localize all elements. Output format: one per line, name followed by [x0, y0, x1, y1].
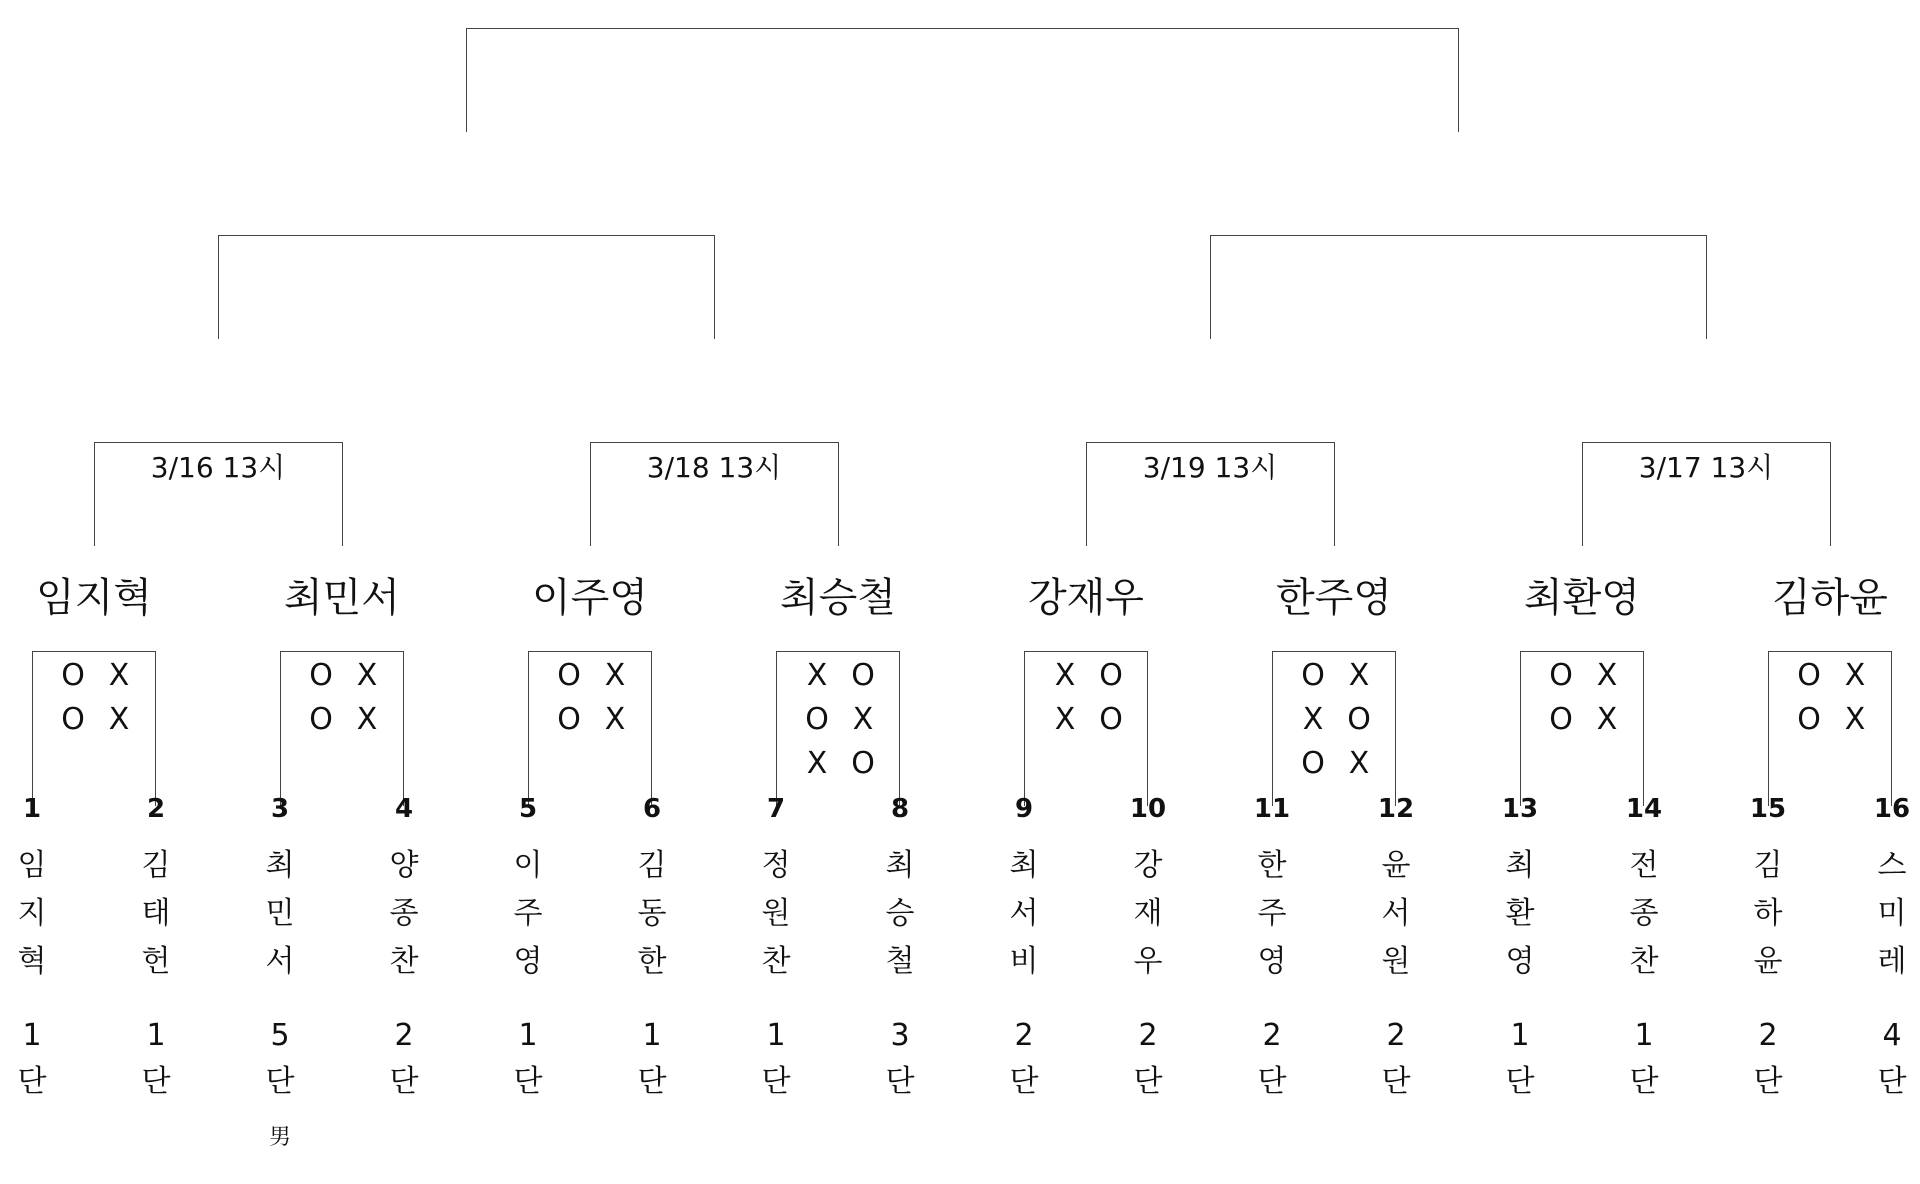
player-note: 男	[268, 1125, 291, 1150]
player-name-char: 지	[17, 896, 47, 931]
score-row	[33, 654, 157, 698]
player-name-char: 김	[637, 848, 667, 883]
player-name-char: 헌	[141, 944, 171, 979]
seed-number: 8	[890, 794, 910, 824]
score-box	[32, 651, 156, 806]
player-rank-char: 단	[885, 1064, 915, 1099]
score-mark: O	[61, 658, 85, 693]
player-name-char: 영	[1505, 944, 1535, 979]
seed-number: 5	[518, 794, 538, 824]
score-mark: X	[1348, 746, 1370, 781]
score-mark: X	[1596, 658, 1618, 693]
seed-number: 6	[642, 794, 662, 824]
score-mark: O	[1797, 702, 1821, 737]
seed-number: 12	[1377, 794, 1415, 824]
player-rank-char: 단	[1009, 1064, 1039, 1099]
score-row	[1273, 654, 1397, 698]
player-name-char: 동	[637, 896, 667, 931]
seed-number: 1	[22, 794, 42, 824]
player-name-char: 한	[637, 944, 667, 979]
player-rank-char: 단	[1505, 1064, 1535, 1099]
match-date: 3/16 13시	[150, 451, 286, 484]
player-name-char: 김	[141, 848, 171, 883]
player-name-char: 찬	[389, 944, 419, 979]
score-box	[1272, 651, 1396, 806]
winner-name: 한주영	[1276, 575, 1392, 621]
player-name-char: 이	[513, 848, 543, 883]
match-date: 3/19 13시	[1142, 451, 1278, 484]
score-row	[1521, 654, 1645, 698]
score-row	[1769, 654, 1893, 698]
player-name-char: 양	[389, 848, 419, 883]
player-rank-char: 1	[1510, 1018, 1530, 1053]
player-name-char: 윤	[1753, 944, 1783, 979]
score-mark: X	[356, 702, 378, 737]
winner-name: 임지혁	[36, 575, 152, 621]
score-mark: X	[1844, 658, 1866, 693]
score-row	[1025, 698, 1149, 742]
score-box	[1520, 651, 1644, 806]
player-rank-char: 2	[1386, 1018, 1406, 1053]
player-name-char: 한	[1257, 848, 1287, 883]
score-mark: X	[604, 658, 626, 693]
player-name-char: 하	[1753, 896, 1783, 931]
player-name-char: 정	[761, 848, 791, 883]
player-rank-char: 1	[22, 1018, 42, 1053]
score-mark: O	[851, 746, 875, 781]
score-box	[1024, 651, 1148, 806]
score-mark: X	[806, 658, 828, 693]
score-mark: X	[852, 702, 874, 737]
score-mark: X	[1596, 702, 1618, 737]
seed-number: 14	[1625, 794, 1663, 824]
player-name-char: 우	[1133, 944, 1163, 979]
score-box	[776, 651, 900, 806]
player-name-char: 강	[1133, 848, 1163, 883]
score-mark: X	[604, 702, 626, 737]
score-mark: O	[1549, 702, 1573, 737]
score-mark: O	[1099, 658, 1123, 693]
winner-name: 최민서	[284, 575, 400, 621]
score-row	[33, 698, 157, 742]
score-mark: O	[1099, 702, 1123, 737]
score-row	[1025, 654, 1149, 698]
seed-number: 11	[1253, 794, 1291, 824]
score-mark: O	[309, 702, 333, 737]
seed-number: 10	[1129, 794, 1167, 824]
player-name-char: 스	[1877, 848, 1907, 883]
player-rank-char: 2	[1014, 1018, 1034, 1053]
score-mark: X	[108, 702, 130, 737]
score-mark: O	[61, 702, 85, 737]
player-rank-char: 단	[513, 1064, 543, 1099]
player-rank-char: 2	[1758, 1018, 1778, 1053]
player-rank-char: 1	[642, 1018, 662, 1053]
player-rank-char: 2	[1262, 1018, 1282, 1053]
player-name-char: 영	[513, 944, 543, 979]
score-row	[529, 654, 653, 698]
score-mark: O	[1797, 658, 1821, 693]
score-mark: O	[557, 702, 581, 737]
player-name-char: 종	[389, 896, 419, 931]
player-name-char: 서	[265, 944, 295, 979]
score-mark: X	[1348, 658, 1370, 693]
score-box	[528, 651, 652, 806]
player-name-char: 민	[265, 896, 295, 931]
score-row	[529, 698, 653, 742]
score-mark: X	[108, 658, 130, 693]
score-row	[777, 654, 901, 698]
player-name-char: 찬	[1629, 944, 1659, 979]
player-rank-char: 단	[1629, 1064, 1659, 1099]
player-rank-char: 2	[394, 1018, 414, 1053]
match-date: 3/18 13시	[646, 451, 782, 484]
player-name-char: 최	[265, 848, 295, 883]
player-name-char: 레	[1877, 944, 1907, 979]
score-row	[777, 742, 901, 786]
score-row	[1769, 698, 1893, 742]
seed-number: 9	[1014, 794, 1034, 824]
score-row	[1273, 742, 1397, 786]
player-name-char: 주	[1257, 896, 1287, 931]
player-name-char: 재	[1133, 896, 1163, 931]
player-name-char: 미	[1877, 896, 1907, 931]
winner-name: 강재우	[1028, 575, 1144, 621]
player-name-char: 서	[1009, 896, 1039, 931]
score-mark: O	[805, 702, 829, 737]
player-name-char: 최	[1009, 848, 1039, 883]
player-name-char: 혁	[17, 944, 47, 979]
player-rank-char: 단	[637, 1064, 667, 1099]
score-row	[281, 698, 405, 742]
score-mark: X	[1054, 702, 1076, 737]
player-rank-char: 단	[1133, 1064, 1163, 1099]
player-rank-char: 단	[761, 1064, 791, 1099]
player-name-char: 윤	[1381, 848, 1411, 883]
player-name-char: 주	[513, 896, 543, 931]
seed-number: 13	[1501, 794, 1539, 824]
player-rank-char: 2	[1138, 1018, 1158, 1053]
player-rank-char: 1	[146, 1018, 166, 1053]
player-rank-char: 1	[766, 1018, 786, 1053]
player-name-char: 전	[1629, 848, 1659, 883]
score-mark: O	[1301, 746, 1325, 781]
seed-number: 2	[146, 794, 166, 824]
player-name-char: 비	[1009, 944, 1039, 979]
seed-number: 7	[766, 794, 786, 824]
player-rank-char: 3	[890, 1018, 910, 1053]
score-row	[777, 698, 901, 742]
player-rank-char: 단	[389, 1064, 419, 1099]
score-mark: O	[1549, 658, 1573, 693]
player-name-char: 원	[1381, 944, 1411, 979]
winner-name: 최환영	[1524, 575, 1640, 621]
score-mark: X	[1302, 702, 1324, 737]
score-mark: X	[1054, 658, 1076, 693]
score-mark: X	[356, 658, 378, 693]
score-box	[280, 651, 404, 806]
player-rank-char: 1	[518, 1018, 538, 1053]
score-box	[1768, 651, 1892, 806]
player-name-char: 영	[1257, 944, 1287, 979]
player-name-char: 승	[885, 896, 915, 931]
player-rank-char: 단	[17, 1064, 47, 1099]
player-name-char: 태	[141, 896, 171, 931]
seed-number: 4	[394, 794, 414, 824]
score-mark: O	[1301, 658, 1325, 693]
player-name-char: 철	[885, 944, 915, 979]
player-rank-char: 단	[1257, 1064, 1287, 1099]
player-rank-char: 단	[141, 1064, 171, 1099]
player-rank-char: 단	[1877, 1064, 1907, 1099]
semifinal-bracket-2	[1210, 235, 1707, 339]
player-name-char: 환	[1505, 896, 1535, 931]
player-name-char: 김	[1753, 848, 1783, 883]
player-rank-char: 단	[1381, 1064, 1411, 1099]
winner-name: 이주영	[532, 575, 648, 621]
match-date: 3/17 13시	[1638, 451, 1774, 484]
player-rank-char: 5	[270, 1018, 290, 1053]
score-mark: O	[557, 658, 581, 693]
seed-number: 16	[1873, 794, 1911, 824]
winner-name: 최승철	[780, 575, 896, 621]
player-name-char: 찬	[761, 944, 791, 979]
player-name-char: 서	[1381, 896, 1411, 931]
final-bracket	[466, 28, 1459, 132]
player-rank-char: 단	[1753, 1064, 1783, 1099]
player-rank-char: 4	[1882, 1018, 1902, 1053]
winner-name: 김하윤	[1772, 575, 1888, 621]
seed-number: 3	[270, 794, 290, 824]
score-mark: O	[1347, 702, 1371, 737]
player-rank-char: 단	[265, 1064, 295, 1099]
score-row	[1521, 698, 1645, 742]
score-mark: X	[806, 746, 828, 781]
player-name-char: 원	[761, 896, 791, 931]
score-row	[1273, 698, 1397, 742]
player-rank-char: 1	[1634, 1018, 1654, 1053]
score-mark: O	[309, 658, 333, 693]
semifinal-bracket-1	[218, 235, 715, 339]
player-name-char: 최	[1505, 848, 1535, 883]
score-row	[281, 654, 405, 698]
score-mark: X	[1844, 702, 1866, 737]
seed-number: 15	[1749, 794, 1787, 824]
player-name-char: 임	[17, 848, 47, 883]
player-name-char: 종	[1629, 896, 1659, 931]
player-name-char: 최	[885, 848, 915, 883]
score-mark: O	[851, 658, 875, 693]
